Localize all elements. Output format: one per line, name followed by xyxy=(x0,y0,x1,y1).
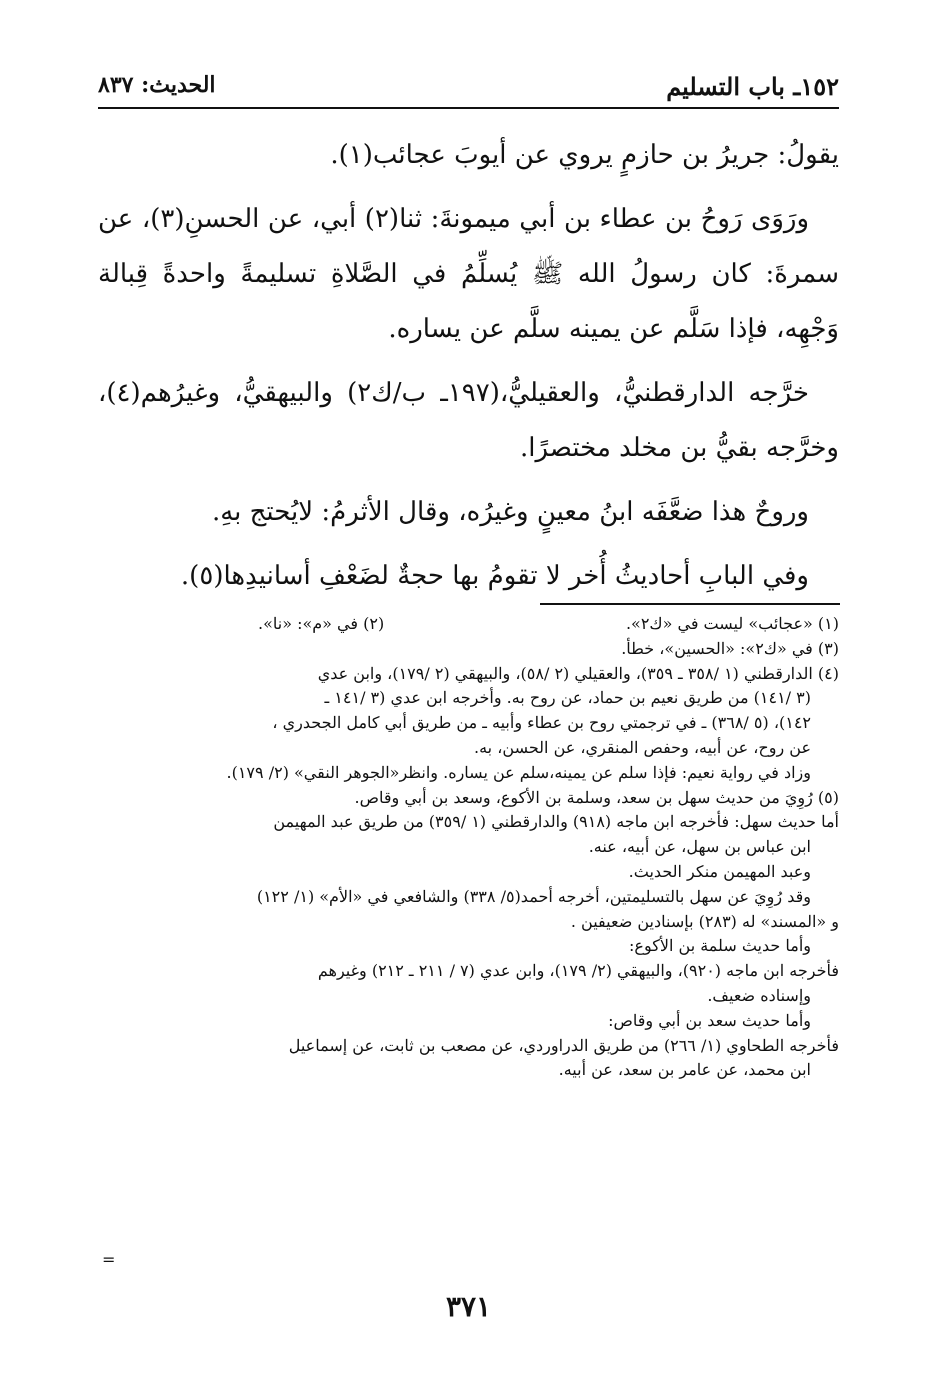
paragraph: خرَّجه الدارقطنيُّ، والعقيليُّ،(١٩٧ـ ب/ك٢) والبيهقيُّ، وغيرُهم(٤)، وخرَّجه بقيُّ بن مخلد مختصرًا. xyxy=(98,378,839,463)
footnote-5: (٥) رُوِيَ من حديث سهل بن سعد، وسلمة بن الأكوع، وسعد بن أبي وقاص. xyxy=(354,787,839,807)
footnote-3: (٣) في «ك٢»: «الحسين»، خطأ. xyxy=(621,638,839,658)
footnote-5-line: أما حديث سهل: فأخرجه ابن ماجه (٩١٨) والدارقطني (١ /٣٥٩) من طريق عبد المهيمن xyxy=(273,812,839,832)
footnote-5-line: وأما حديث سعد بن أبي وقاص: xyxy=(608,1010,811,1030)
footnote-2: (٢) في «م»: «نا». xyxy=(258,614,385,633)
footnote-1: (١) «عجائب» ليست في «ك٢». xyxy=(625,614,839,633)
footnote-4: (٤) الدارقطني (١ /٣٥٨ ـ ٣٥٩)، والعقيلي (٢ /٥٨)، والبيهقي (٢ /١٧٩)، وابن عدي xyxy=(317,663,839,683)
footnote-4-line: وزاد في رواية نعيم: فإذا سلم عن يمينه،سلم عن يساره. وانظر«الجوهر النقي» (٢/ ١٧٩). xyxy=(226,762,811,782)
continuation-mark: = xyxy=(102,1250,116,1269)
main-text xyxy=(98,128,839,613)
footnote-5-line: وقد رُوِيَ عن سهل بالتسليمتين، أخرجه أحمد(٥/ ٣٣٨) والشافعي في «الأم» (١/ ١٢٢) xyxy=(256,886,811,906)
hadith-number: الحديث: ٨٣٧ xyxy=(98,72,216,98)
footnote-5-line: وإسناده ضعيف. xyxy=(707,985,811,1005)
footnote-5-line: وعبد المهيمن منكر الحديث. xyxy=(628,861,811,881)
paragraph: وروحٌ هذا ضعَّفَه ابنُ معينٍ وغيرُه، وقال الأثرمُ: لايُحتج بهِ. xyxy=(211,497,809,527)
footnote-rule xyxy=(540,603,840,605)
footnote-5-line: وأما حديث سلمة بن الأكوع: xyxy=(629,936,811,956)
footnote-5-line: فأخرجه الطحاوي (١/ ٢٦٦) من طريق الدراوردي، عن مصعب بن ثابت، عن إسماعيل xyxy=(288,1035,839,1055)
paragraph: وفي البابِ أحاديثُ أُخر لا تقومُ بها حجةٌ لضَعْفِ أسانيدِها(٥). xyxy=(180,561,809,591)
running-header xyxy=(98,72,839,106)
footnote-4-line: (٣ /١٤١) من طريق نعيم بن حماد، عن روح به. وأخرجه ابن عدي (٣ /١٤١ ـ xyxy=(324,688,811,708)
footnote-5-line: فأخرجه ابن ماجه (٩٢٠)، والبيهقي (٢/ ١٧٩)، وابن عدي (٧ / ٢١١ ـ ٢١٢) وغيرهم xyxy=(317,961,839,981)
paragraph: ورَوَى رَوحُ بن عطاء بن أبي ميمونةَ: ثنا(٢) أبي، عن الحسنِ(٣)، عن سمرةَ: كان رسولُ الله ﷺ يُسلِّمُ في الصَّلاةِ تسليمةً واحدةً قِبالة وَجْهِه، فإذا سَلَّم عن يمينه سلَّم عن يساره. xyxy=(98,204,839,344)
footnote-5-line: و «المسند» له (٢٨٣) بإسنادين ضعيفين . xyxy=(570,911,839,931)
footnotes xyxy=(98,612,839,1083)
paragraph: يقولُ: جريرُ بن حازمٍ يروي عن أيوبَ عجائب(١). xyxy=(330,140,839,170)
footnote-5-line: ابن محمد، عن عامر بن سعد، عن أبيه. xyxy=(558,1060,811,1080)
footnote-4-line: ١٤٢)، (٥ /٣٦٨) ـ في ترجمتي روح بن عطاء وأبيه ـ من طريق أبي كامل الجحدري ، xyxy=(272,713,811,733)
header-rule xyxy=(98,107,839,109)
chapter-title: ١٥٢ـ باب التسليم xyxy=(666,72,839,101)
footnote-4-line: عن روح، عن أبيه، وحفص المنقري، عن الحسن، به. xyxy=(474,737,811,757)
footnote-row xyxy=(98,612,839,637)
page-number: ٣٧١ xyxy=(445,1290,492,1323)
footnote-5-line: ابن عباس بن سهل، عن أبيه، عنه. xyxy=(588,837,811,857)
